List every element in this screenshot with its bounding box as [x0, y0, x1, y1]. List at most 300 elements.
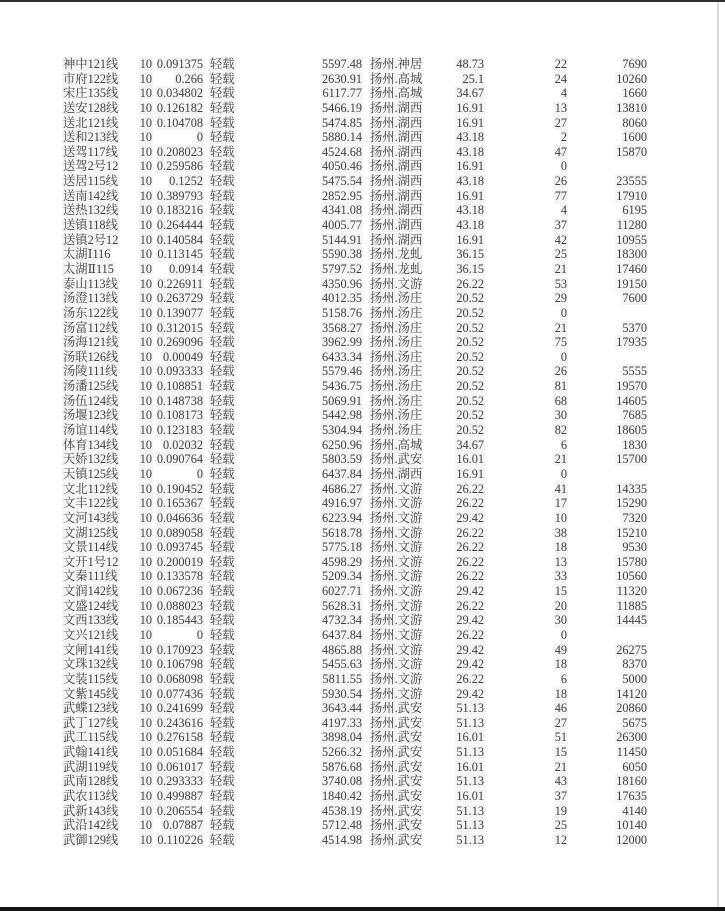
col5-cell[interactable]: 6433.34: [322, 349, 362, 364]
col8-cell[interactable]: 26: [554, 364, 567, 379]
col3-cell[interactable]: 0.123183: [156, 423, 203, 438]
col7-cell[interactable]: 20.52: [456, 349, 484, 364]
region-cell[interactable]: 扬州.文游: [370, 627, 423, 642]
col2-cell[interactable]: 10: [139, 261, 152, 276]
col3-cell[interactable]: 0.046636: [156, 510, 203, 525]
region-cell[interactable]: 扬州.文游: [370, 598, 423, 613]
col7-cell[interactable]: 20.52: [456, 291, 484, 306]
load-status-cell[interactable]: 轻载: [210, 305, 235, 320]
col2-cell[interactable]: 10: [139, 774, 152, 789]
region-cell[interactable]: 扬州.文游: [370, 510, 423, 525]
col7-cell[interactable]: 43.18: [456, 218, 484, 233]
col8-cell[interactable]: 4: [560, 203, 567, 218]
region-cell[interactable]: 扬州.汤庄: [370, 349, 423, 364]
col7-cell[interactable]: 26.22: [456, 540, 484, 555]
col5-cell[interactable]: 5579.46: [322, 364, 362, 379]
col9-cell[interactable]: 15290: [616, 496, 647, 511]
col3-cell[interactable]: 0.276158: [156, 730, 203, 745]
col8-cell[interactable]: 41: [554, 481, 567, 496]
col9-cell[interactable]: 15210: [616, 525, 647, 540]
load-status-cell[interactable]: 轻载: [210, 276, 235, 291]
col3-cell[interactable]: 0.269096: [156, 335, 203, 350]
col8-cell[interactable]: 0: [560, 159, 567, 174]
line-name-cell[interactable]: 体育134线: [63, 437, 119, 452]
col3-cell[interactable]: 0.148738: [156, 393, 203, 408]
region-cell[interactable]: 扬州.汤庄: [370, 364, 423, 379]
col5-cell[interactable]: 6250.96: [322, 437, 362, 452]
col8-cell[interactable]: 25: [554, 818, 567, 833]
load-status-cell[interactable]: 轻载: [210, 320, 235, 335]
col7-cell[interactable]: 51.13: [456, 803, 484, 818]
line-name-cell[interactable]: 武工115线: [63, 730, 118, 745]
col8-cell[interactable]: 81: [554, 379, 567, 394]
col2-cell[interactable]: 10: [139, 627, 152, 642]
col8-cell[interactable]: 19: [554, 803, 567, 818]
line-name-cell[interactable]: 文兴121线: [63, 627, 119, 642]
region-cell[interactable]: 扬州.文游: [370, 540, 423, 555]
line-name-cell[interactable]: 武新143线: [63, 803, 119, 818]
col2-cell[interactable]: 10: [139, 510, 152, 525]
col5-cell[interactable]: 4524.68: [322, 144, 362, 159]
region-cell[interactable]: 扬州.神居: [370, 57, 423, 71]
col3-cell[interactable]: 0.093333: [156, 364, 203, 379]
region-cell[interactable]: 扬州.武安: [370, 832, 423, 847]
col2-cell[interactable]: 10: [139, 686, 152, 701]
load-status-cell[interactable]: 轻载: [210, 261, 235, 276]
col3-cell[interactable]: 0.170923: [156, 642, 203, 657]
col5-cell[interactable]: 6027.71: [322, 584, 362, 599]
col7-cell[interactable]: 29.42: [456, 584, 484, 599]
col2-cell[interactable]: 10: [139, 408, 152, 423]
region-cell[interactable]: 扬州.湖西: [370, 115, 423, 130]
col8-cell[interactable]: 6: [560, 437, 567, 452]
col8-cell[interactable]: 27: [554, 115, 567, 130]
col5-cell[interactable]: 4350.96: [322, 276, 362, 291]
line-name-cell[interactable]: 送居115线: [63, 174, 118, 189]
col5-cell[interactable]: 5618.78: [322, 525, 362, 540]
col8-cell[interactable]: 15: [554, 584, 567, 599]
region-cell[interactable]: 扬州.武安: [370, 818, 423, 833]
col9-cell[interactable]: 10955: [616, 232, 647, 247]
col7-cell[interactable]: 20.52: [456, 364, 484, 379]
col9-cell[interactable]: 8060: [622, 115, 647, 130]
col9-cell[interactable]: 19150: [616, 276, 647, 291]
col2-cell[interactable]: 10: [139, 379, 152, 394]
region-cell[interactable]: 扬州.湖西: [370, 203, 423, 218]
col3-cell[interactable]: 0.068098: [156, 671, 203, 686]
load-status-cell[interactable]: 轻载: [210, 408, 235, 423]
col5-cell[interactable]: 4197.33: [322, 715, 362, 730]
region-cell[interactable]: 扬州.汤庄: [370, 393, 423, 408]
load-status-cell[interactable]: 轻载: [210, 130, 235, 145]
load-status-cell[interactable]: 轻载: [210, 57, 235, 71]
col8-cell[interactable]: 21: [554, 261, 567, 276]
col7-cell[interactable]: 29.42: [456, 686, 484, 701]
col8-cell[interactable]: 12: [554, 832, 567, 847]
region-cell[interactable]: 扬州.汤庄: [370, 408, 423, 423]
col9-cell[interactable]: 7320: [622, 510, 647, 525]
col2-cell[interactable]: 10: [139, 144, 152, 159]
region-cell[interactable]: 扬州.武安: [370, 745, 423, 760]
col8-cell[interactable]: 38: [554, 525, 567, 540]
load-status-cell[interactable]: 轻载: [210, 364, 235, 379]
col2-cell[interactable]: 10: [139, 745, 152, 760]
col3-cell[interactable]: 0.108173: [156, 408, 203, 423]
col2-cell[interactable]: 10: [139, 174, 152, 189]
line-name-cell[interactable]: 汤谊114线: [63, 423, 118, 438]
col7-cell[interactable]: 20.52: [456, 320, 484, 335]
col8-cell[interactable]: 47: [554, 144, 567, 159]
col2-cell[interactable]: 10: [139, 598, 152, 613]
col9-cell[interactable]: 8370: [622, 657, 647, 672]
load-status-cell[interactable]: 轻载: [210, 393, 235, 408]
col3-cell[interactable]: 0.088023: [156, 598, 203, 613]
load-status-cell[interactable]: 轻载: [210, 335, 235, 350]
load-status-cell[interactable]: 轻载: [210, 203, 235, 218]
col9-cell[interactable]: 9530: [622, 540, 647, 555]
load-status-cell[interactable]: 轻载: [210, 510, 235, 525]
col2-cell[interactable]: 10: [139, 349, 152, 364]
line-name-cell[interactable]: 文河143线: [63, 510, 119, 525]
col9-cell[interactable]: 15870: [616, 144, 647, 159]
col9-cell[interactable]: 14120: [616, 686, 647, 701]
col8-cell[interactable]: 20: [554, 598, 567, 613]
col7-cell[interactable]: 16.91: [456, 232, 484, 247]
col8-cell[interactable]: 82: [554, 423, 567, 438]
line-name-cell[interactable]: 文开1号12: [63, 554, 119, 569]
col9-cell[interactable]: 14335: [616, 481, 647, 496]
col8-cell[interactable]: 21: [554, 320, 567, 335]
col5-cell[interactable]: 2852.95: [322, 188, 362, 203]
col7-cell[interactable]: 16.91: [456, 159, 484, 174]
col3-cell[interactable]: 0.02032: [163, 437, 203, 452]
col9-cell[interactable]: 14445: [616, 613, 647, 628]
col2-cell[interactable]: 10: [139, 159, 152, 174]
col7-cell[interactable]: 16.01: [456, 452, 484, 467]
col2-cell[interactable]: 10: [139, 100, 152, 115]
col2-cell[interactable]: 10: [139, 540, 152, 555]
region-cell[interactable]: 扬州.汤庄: [370, 305, 423, 320]
col3-cell[interactable]: 0.090764: [156, 452, 203, 467]
load-status-cell[interactable]: 轻载: [210, 525, 235, 540]
col5-cell[interactable]: 5880.14: [322, 130, 362, 145]
col5-cell[interactable]: 5466.19: [322, 100, 362, 115]
load-status-cell[interactable]: 轻载: [210, 598, 235, 613]
line-name-cell[interactable]: 汤联126线: [63, 349, 119, 364]
region-cell[interactable]: 扬州.汤庄: [370, 291, 423, 306]
col5-cell[interactable]: 6223.94: [322, 510, 362, 525]
col3-cell[interactable]: 0.263729: [156, 291, 203, 306]
col9-cell[interactable]: 7690: [622, 57, 647, 71]
col7-cell[interactable]: 26.22: [456, 525, 484, 540]
col7-cell[interactable]: 51.13: [456, 832, 484, 847]
col5-cell[interactable]: 5304.94: [322, 423, 362, 438]
region-cell[interactable]: 扬州.武安: [370, 803, 423, 818]
col2-cell[interactable]: 10: [139, 393, 152, 408]
line-name-cell[interactable]: 武翰141线: [63, 745, 119, 760]
col7-cell[interactable]: 29.42: [456, 642, 484, 657]
col5-cell[interactable]: 2630.91: [322, 71, 362, 86]
line-name-cell[interactable]: 武农113线: [63, 789, 118, 804]
col7-cell[interactable]: 16.91: [456, 100, 484, 115]
line-name-cell[interactable]: 文丰122线: [63, 496, 119, 511]
region-cell[interactable]: 扬州.文游: [370, 657, 423, 672]
col8-cell[interactable]: 27: [554, 715, 567, 730]
line-name-cell[interactable]: 武蝶123线: [63, 701, 119, 716]
load-status-cell[interactable]: 轻载: [210, 496, 235, 511]
col5-cell[interactable]: 4865.88: [322, 642, 362, 657]
col3-cell[interactable]: 0.091375: [156, 57, 203, 71]
col2-cell[interactable]: 10: [139, 759, 152, 774]
col9-cell[interactable]: 15780: [616, 554, 647, 569]
region-cell[interactable]: 扬州.龙虬: [370, 261, 423, 276]
col5-cell[interactable]: 6437.84: [322, 627, 362, 642]
col7-cell[interactable]: 16.01: [456, 789, 484, 804]
col9-cell[interactable]: 26275: [616, 642, 647, 657]
load-status-cell[interactable]: 轻载: [210, 188, 235, 203]
col9-cell[interactable]: 15700: [616, 452, 647, 467]
col3-cell[interactable]: 0.077436: [156, 686, 203, 701]
col3-cell[interactable]: 0.140584: [156, 232, 203, 247]
line-name-cell[interactable]: 汤堰123线: [63, 408, 119, 423]
col3-cell[interactable]: 0.1252: [169, 174, 203, 189]
col7-cell[interactable]: 20.52: [456, 379, 484, 394]
col3-cell[interactable]: 0.312015: [156, 320, 203, 335]
col3-cell[interactable]: 0: [196, 466, 203, 481]
col3-cell[interactable]: 0.499887: [156, 789, 203, 804]
load-status-cell[interactable]: 轻载: [210, 86, 235, 101]
line-name-cell[interactable]: 神中121线: [63, 57, 119, 71]
col8-cell[interactable]: 22: [554, 57, 567, 71]
region-cell[interactable]: 扬州.文游: [370, 686, 423, 701]
region-cell[interactable]: 扬州.文游: [370, 584, 423, 599]
col8-cell[interactable]: 17: [554, 496, 567, 511]
col5-cell[interactable]: 5803.59: [322, 452, 362, 467]
load-status-cell[interactable]: 轻载: [210, 818, 235, 833]
col5-cell[interactable]: 3740.08: [322, 774, 362, 789]
col8-cell[interactable]: 21: [554, 452, 567, 467]
col5-cell[interactable]: 4341.08: [322, 203, 362, 218]
col3-cell[interactable]: 0.106798: [156, 657, 203, 672]
col3-cell[interactable]: 0.0914: [169, 261, 203, 276]
col3-cell[interactable]: 0.034802: [156, 86, 203, 101]
load-status-cell[interactable]: 轻载: [210, 715, 235, 730]
col5-cell[interactable]: 5930.54: [322, 686, 362, 701]
line-name-cell[interactable]: 天娇132线: [63, 452, 119, 467]
col7-cell[interactable]: 16.01: [456, 759, 484, 774]
col5-cell[interactable]: 5069.91: [322, 393, 362, 408]
col3-cell[interactable]: 0.183216: [156, 203, 203, 218]
col5-cell[interactable]: 5436.75: [322, 379, 362, 394]
region-cell[interactable]: 扬州.高城: [370, 71, 423, 86]
line-name-cell[interactable]: 文北112线: [63, 481, 118, 496]
col9-cell[interactable]: 4140: [622, 803, 647, 818]
line-name-cell[interactable]: 武南128线: [63, 774, 119, 789]
line-name-cell[interactable]: 送驾2号12: [63, 159, 119, 174]
col8-cell[interactable]: 30: [554, 408, 567, 423]
col8-cell[interactable]: 43: [554, 774, 567, 789]
col2-cell[interactable]: 10: [139, 291, 152, 306]
col7-cell[interactable]: 26.22: [456, 496, 484, 511]
col9-cell[interactable]: 5675: [622, 715, 647, 730]
col2-cell[interactable]: 10: [139, 452, 152, 467]
col5-cell[interactable]: 5876.68: [322, 759, 362, 774]
region-cell[interactable]: 扬州.武安: [370, 774, 423, 789]
col7-cell[interactable]: 16.91: [456, 466, 484, 481]
col8-cell[interactable]: 68: [554, 393, 567, 408]
col2-cell[interactable]: 10: [139, 803, 152, 818]
line-name-cell[interactable]: 文秦111线: [63, 569, 118, 584]
line-name-cell[interactable]: 文紫145线: [63, 686, 119, 701]
col5-cell[interactable]: 4732.34: [322, 613, 362, 628]
col8-cell[interactable]: 18: [554, 657, 567, 672]
col8-cell[interactable]: 2: [560, 130, 567, 145]
line-name-cell[interactable]: 太湖Ⅱ115: [63, 261, 114, 276]
col9-cell[interactable]: 14605: [616, 393, 647, 408]
col9-cell[interactable]: 7600: [622, 291, 647, 306]
col9-cell[interactable]: [578, 159, 648, 174]
col9-cell[interactable]: 19570: [616, 379, 647, 394]
line-name-cell[interactable]: 文湖125线: [63, 525, 119, 540]
col8-cell[interactable]: 25: [554, 247, 567, 262]
col3-cell[interactable]: 0.165367: [156, 496, 203, 511]
load-status-cell[interactable]: 轻载: [210, 686, 235, 701]
col3-cell[interactable]: 0.389793: [156, 188, 203, 203]
line-name-cell[interactable]: 武沿142线: [63, 818, 119, 833]
col2-cell[interactable]: 10: [139, 437, 152, 452]
col9-cell[interactable]: [578, 306, 648, 321]
col2-cell[interactable]: 10: [139, 188, 152, 203]
region-cell[interactable]: 扬州.文游: [370, 569, 423, 584]
col7-cell[interactable]: 36.15: [456, 261, 484, 276]
col9-cell[interactable]: [578, 350, 648, 365]
col2-cell[interactable]: 10: [139, 115, 152, 130]
col5-cell[interactable]: 6117.77: [322, 86, 362, 101]
region-cell[interactable]: 扬州.武安: [370, 759, 423, 774]
col9-cell[interactable]: 1830: [622, 437, 647, 452]
col7-cell[interactable]: 25.1: [462, 71, 484, 86]
col5-cell[interactable]: 1840.42: [322, 789, 362, 804]
col9-cell[interactable]: 17910: [616, 188, 647, 203]
col7-cell[interactable]: 26.22: [456, 276, 484, 291]
col3-cell[interactable]: 0.185443: [156, 613, 203, 628]
col3-cell[interactable]: 0.200019: [156, 554, 203, 569]
region-cell[interactable]: 扬州.龙虬: [370, 247, 423, 262]
line-name-cell[interactable]: 文闸141线: [63, 642, 119, 657]
col2-cell[interactable]: 10: [139, 496, 152, 511]
col8-cell[interactable]: 21: [554, 759, 567, 774]
line-name-cell[interactable]: 汤海121线: [63, 335, 119, 350]
col5-cell[interactable]: 5474.85: [322, 115, 362, 130]
line-name-cell[interactable]: 泰山113线: [63, 276, 118, 291]
col8-cell[interactable]: 46: [554, 701, 567, 716]
col7-cell[interactable]: 16.91: [456, 115, 484, 130]
col2-cell[interactable]: 10: [139, 276, 152, 291]
col2-cell[interactable]: 10: [139, 642, 152, 657]
col5-cell[interactable]: 5475.54: [322, 174, 362, 189]
col2-cell[interactable]: 10: [139, 789, 152, 804]
region-cell[interactable]: 扬州.汤庄: [370, 423, 423, 438]
col5-cell[interactable]: 5158.76: [322, 305, 362, 320]
col8-cell[interactable]: 0: [560, 349, 567, 364]
col7-cell[interactable]: 26.22: [456, 554, 484, 569]
load-status-cell[interactable]: 轻载: [210, 627, 235, 642]
col8-cell[interactable]: 10: [554, 510, 567, 525]
region-cell[interactable]: 扬州.武安: [370, 715, 423, 730]
region-cell[interactable]: 扬州.武安: [370, 730, 423, 745]
col7-cell[interactable]: 29.42: [456, 657, 484, 672]
col7-cell[interactable]: 20.52: [456, 423, 484, 438]
col7-cell[interactable]: 20.52: [456, 335, 484, 350]
load-status-cell[interactable]: 轻载: [210, 379, 235, 394]
load-status-cell[interactable]: 轻载: [210, 466, 235, 481]
col8-cell[interactable]: 0: [560, 627, 567, 642]
region-cell[interactable]: 扬州.汤庄: [370, 379, 423, 394]
col5-cell[interactable]: 4686.27: [322, 481, 362, 496]
region-cell[interactable]: 扬州.湖西: [370, 159, 423, 174]
col7-cell[interactable]: 43.18: [456, 174, 484, 189]
line-name-cell[interactable]: 文珠132线: [63, 657, 119, 672]
load-status-cell[interactable]: 轻载: [210, 291, 235, 306]
load-status-cell[interactable]: 轻载: [210, 832, 235, 847]
col9-cell[interactable]: 5555: [622, 364, 647, 379]
col9-cell[interactable]: 18605: [616, 423, 647, 438]
line-name-cell[interactable]: 送和213线: [63, 130, 119, 145]
col7-cell[interactable]: 20.52: [456, 393, 484, 408]
load-status-cell[interactable]: 轻载: [210, 759, 235, 774]
load-status-cell[interactable]: 轻载: [210, 100, 235, 115]
col2-cell[interactable]: 10: [139, 554, 152, 569]
load-status-cell[interactable]: 轻载: [210, 247, 235, 262]
col8-cell[interactable]: 49: [554, 642, 567, 657]
col5-cell[interactable]: 4012.35: [322, 291, 362, 306]
col5-cell[interactable]: 3568.27: [322, 320, 362, 335]
col5-cell[interactable]: 5455.63: [322, 657, 362, 672]
col9-cell[interactable]: 17460: [616, 261, 647, 276]
col5-cell[interactable]: 5266.32: [322, 745, 362, 760]
col5-cell[interactable]: 4916.97: [322, 496, 362, 511]
col3-cell[interactable]: 0.07887: [163, 818, 203, 833]
load-status-cell[interactable]: 轻载: [210, 437, 235, 452]
col3-cell[interactable]: 0.139077: [156, 305, 203, 320]
col7-cell[interactable]: 43.18: [456, 144, 484, 159]
col3-cell[interactable]: 0: [196, 130, 203, 145]
col9-cell[interactable]: 26300: [616, 730, 647, 745]
col7-cell[interactable]: 51.13: [456, 715, 484, 730]
col5-cell[interactable]: 4050.46: [322, 159, 362, 174]
load-status-cell[interactable]: 轻载: [210, 540, 235, 555]
col2-cell[interactable]: 10: [139, 86, 152, 101]
line-name-cell[interactable]: 汤伍124线: [63, 393, 119, 408]
col8-cell[interactable]: 13: [554, 100, 567, 115]
col3-cell[interactable]: 0.206554: [156, 803, 203, 818]
col7-cell[interactable]: 29.42: [456, 510, 484, 525]
line-name-cell[interactable]: 送驾117线: [63, 144, 118, 159]
load-status-cell[interactable]: 轻载: [210, 174, 235, 189]
load-status-cell[interactable]: 轻载: [210, 232, 235, 247]
col2-cell[interactable]: 10: [139, 423, 152, 438]
col9-cell[interactable]: 1600: [622, 130, 647, 145]
region-cell[interactable]: 扬州.湖西: [370, 232, 423, 247]
col5-cell[interactable]: 5442.98: [322, 408, 362, 423]
col3-cell[interactable]: 0.093745: [156, 540, 203, 555]
load-status-cell[interactable]: 轻载: [210, 159, 235, 174]
col8-cell[interactable]: 37: [554, 789, 567, 804]
load-status-cell[interactable]: 轻载: [210, 554, 235, 569]
col2-cell[interactable]: 10: [139, 832, 152, 847]
col8-cell[interactable]: 13: [554, 554, 567, 569]
col3-cell[interactable]: 0.190452: [156, 481, 203, 496]
